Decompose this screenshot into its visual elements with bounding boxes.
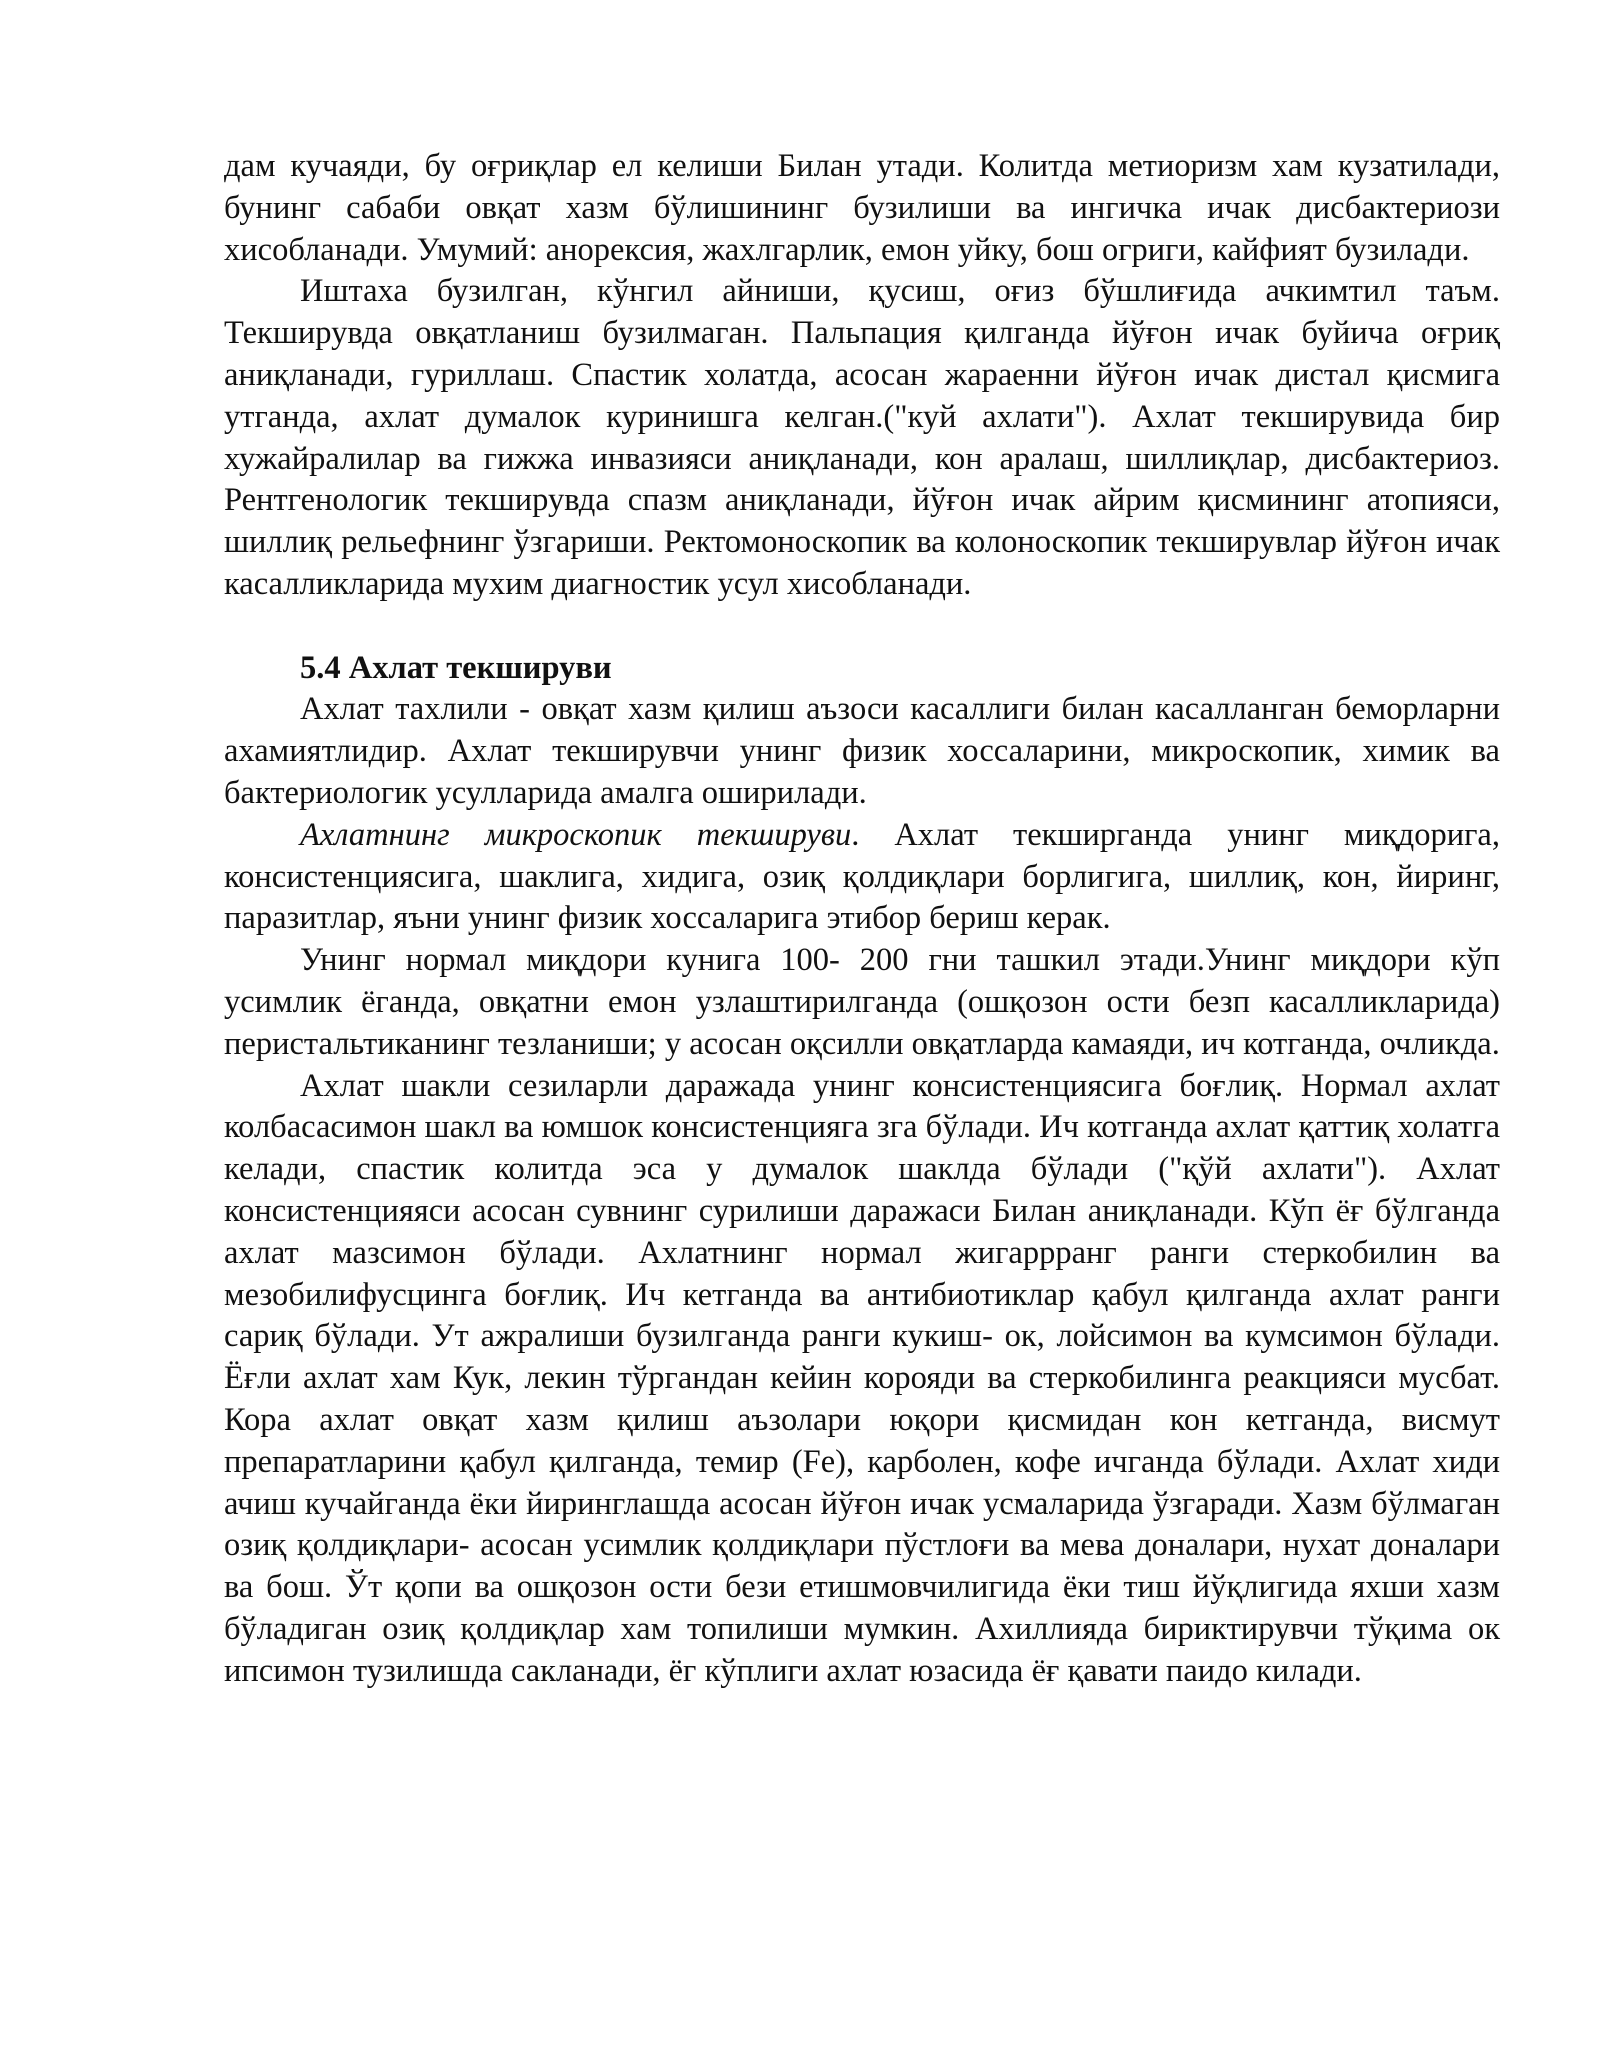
paragraph-colitis-symptoms: дам кучаяди, бу оғриқлар ел келиши Билан утади. Колитда метиоризм хам кузатилади, бунинг сабаби овқат хазм бўлишининг бузилиши ва ингичка ичак дисбактериози хисобланади. Умумий: анорексия, жахлгарлик, емон уйку, бош огриги, кайфият бузилади. [224,148,1500,268]
paragraph-microscopic-exam [224,815,1500,940]
blank-line [224,606,1500,648]
italic-term: Ахлатнинг микроскопик текшируви [300,816,852,853]
document-page [224,146,1500,1692]
paragraph-microscopic-text: . Ахлат текширганда унинг миқдорига, консистенциясига, шаклига, хидига, озиқ қолдиқлари борлигига, шиллиқ, кон, йиринг, паразитлар, яъни унинг физик хоссаларига этибор бериш керак. [224,816,1500,937]
paragraph-stool-shape: Ахлат шакли сезиларли даражада унинг консистенциясига боғлиқ. Нормал ахлат колбасасимон шакл ва юмшок консистенцияга зга бўлади. Ич котганда ахлат қаттиқ холатга келади, спастик колитда эса у думалок шаклда бўлади ("қўй ахлати"). Ахлат консистенцияяси асосан сувнинг сурилиши даражаси Билан аниқланади. Кўп ёғ бўлганда ахлат мазсимон бўлади. Ахлатнинг нормал жигаррранг ранги стеркобилин ва мезобилифусцинга боғлиқ. Ич кетганда ва антибиотиклар қабул қилганда ахлат ранги сариқ бўлади. Ут ажралиши бузилганда ранги кукиш- ок, лойсимон ва кумсимон бўлади. Ёғли ахлат хам Кук, лекин тўргандан кейин корояди ва стеркобилинга реакцияси мусбат. Кора ахлат овқат хазм қилиш аъзолари юқори қисмидан кон кетганда, висмут препаратларини қабул қилганда, темир (Fe), карболен, кофе ичганда бўлади. Ахлат хиди ачиш кучайганда ёки йиринглашда асосан йўғон ичак усмаларида ўзгаради. Хазм бўлмаган озиқ қолдиқлари- асосан усимлик қолдиқлари пўстлоғи ва мева доналари, нухат доналари ва бош. Ўт қопи ва ошқозон ости бези етишмовчилигида ёки тиш йўқлигида яхши хазм бўладиган озиқ қолдиқлар хам топилиши мумкин. Ахиллияда бириктирувчи тўқима ок ипсимон тузилишда сакланади, ёг кўплиги ахлат юзасида ёғ қавати паидо килади. [224,1067,1501,1689]
paragraph-normal-amount: Унинг нормал миқдори кунига 100- 200 гни ташкил этади.Унинг миқдори кўп усимлик ёганда, овқатни емон узлаштирилганда (ошқозон ости безп касалликларида) перистальтиканинг тезланиши; у асосан оқсилли овқатларда камаяди, ич котганда, очликда. [224,942,1500,1062]
paragraph-stool-analysis: Ахлат тахлили - овқат хазм қилиш аъзоси касаллиги билан касалланган беморларни ахамиятлидир. Ахлат текширувчи унинг физик хоссаларини, микроскопик, химик ва бактериологик усулларида амалга оширилади. [224,691,1500,811]
paragraph-examination: Иштаха бузилган, кўнгил айниши, қусиш, оғиз бўшлиғида ачкимтил таъм. Текширувда овқатланиш бузилмаган. Пальпация қилганда йўғон ичак буйича оғриқ аниқланади, гуриллаш. Спастик холатда, асосан жараенни йўғон ичак дистал қисмига утганда, ахлат думалок куринишга келган.("куй ахлати"). Ахлат текширувида бир хужайралилар ва гижжа инвазияси аниқланади, кон аралаш, шиллиқлар, дисбактериоз. Рентгенологик текширувда спазм аниқланади, йўғон ичак айрим қисмининг атопияси, шиллиқ рельефнинг ўзгариши. Ректомоноскопик ва колоноскопик текширувлар йўғон ичак касалликларида мухим диагностик усул хисобланади. [224,273,1500,602]
section-heading: 5.4 Ахлат текшируви [300,649,612,686]
